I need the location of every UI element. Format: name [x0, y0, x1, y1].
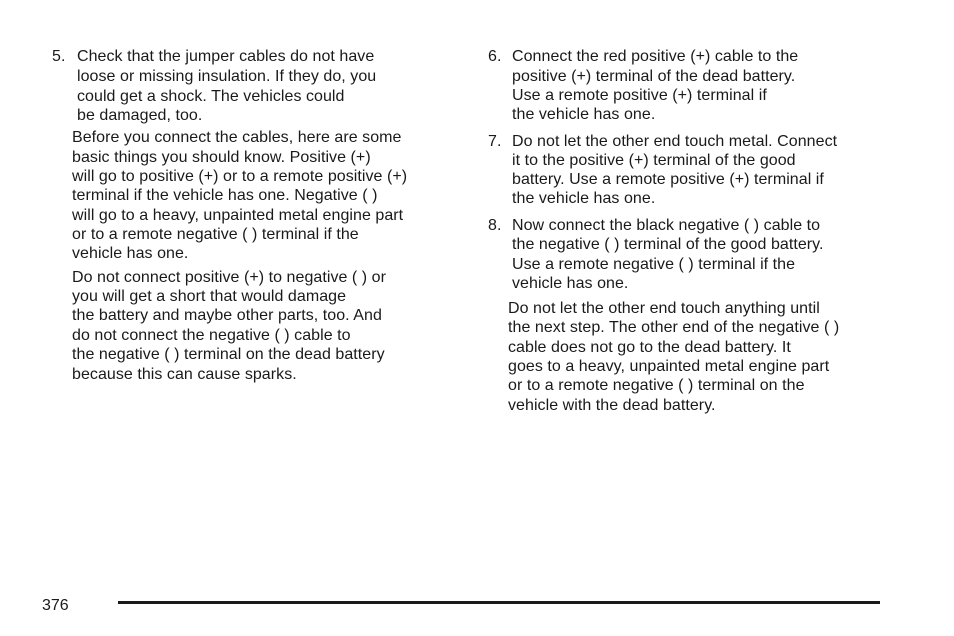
- paragraph-line: will go to positive (+) or to a remote positive (+): [72, 168, 408, 185]
- step-line: vehicle has one.: [512, 275, 629, 292]
- paragraph-line: basic things you should know. Positive (+): [72, 149, 371, 166]
- paragraph-line: the negative ( ) terminal on the dead battery: [72, 346, 385, 363]
- step-line: battery. Use a remote positive (+) terminal if: [512, 171, 824, 188]
- step-line: Check that the jumper cables do not have: [77, 48, 375, 65]
- paragraph-line: Before you connect the cables, here are some: [72, 129, 402, 146]
- paragraph-line: Do not let the other end touch anything until: [508, 300, 820, 317]
- paragraph-line: the battery and maybe other parts, too. And: [72, 307, 382, 324]
- paragraph-line: vehicle has one.: [72, 245, 189, 262]
- step-line: the negative ( ) terminal of the good battery.: [512, 236, 824, 253]
- paragraph-line: terminal if the vehicle has one. Negative ( ): [72, 187, 378, 204]
- paragraph-line: you will get a short that would damage: [72, 288, 347, 305]
- step-number: 6.: [488, 48, 502, 65]
- step-line: could get a shock. The vehicles could: [77, 88, 345, 105]
- step-line: Connect the red positive (+) cable to the: [512, 48, 799, 65]
- footer-rule: [118, 601, 880, 604]
- step-number: 8.: [488, 217, 502, 234]
- paragraph-line: the next step. The other end of the negative ( ): [508, 319, 840, 336]
- step-line: Use a remote negative ( ) terminal if the: [512, 256, 796, 273]
- paragraph-line: or to a remote negative ( ) terminal on the: [508, 377, 805, 394]
- step-line: loose or missing insulation. If they do, you: [77, 68, 377, 85]
- step-line: Use a remote positive (+) terminal if: [512, 87, 767, 104]
- paragraph-line: goes to a heavy, unpainted metal engine part: [508, 358, 830, 375]
- step-number: 7.: [488, 133, 502, 150]
- step-line: Do not let the other end touch metal. Connect: [512, 133, 838, 150]
- paragraph-line: do not connect the negative ( ) cable to: [72, 327, 351, 344]
- paragraph-line: because this can cause sparks.: [72, 366, 297, 383]
- step-line: Now connect the black negative ( ) cable to: [512, 217, 821, 234]
- paragraph-line: Do not connect positive (+) to negative ( ) or: [72, 269, 387, 286]
- step-number: 5.: [52, 48, 66, 65]
- page-number: 376: [42, 597, 69, 614]
- paragraph-line: will go to a heavy, unpainted metal engine part: [72, 207, 404, 224]
- paragraph-line: or to a remote negative ( ) terminal if the: [72, 226, 359, 243]
- paragraph-line: vehicle with the dead battery.: [508, 397, 716, 414]
- step-line: be damaged, too.: [77, 107, 203, 124]
- step-line: the vehicle has one.: [512, 190, 656, 207]
- step-line: positive (+) terminal of the dead battery.: [512, 68, 796, 85]
- step-line: the vehicle has one.: [512, 106, 656, 123]
- paragraph-line: cable does not go to the dead battery. It: [508, 339, 791, 356]
- step-line: it to the positive (+) terminal of the good: [512, 152, 796, 169]
